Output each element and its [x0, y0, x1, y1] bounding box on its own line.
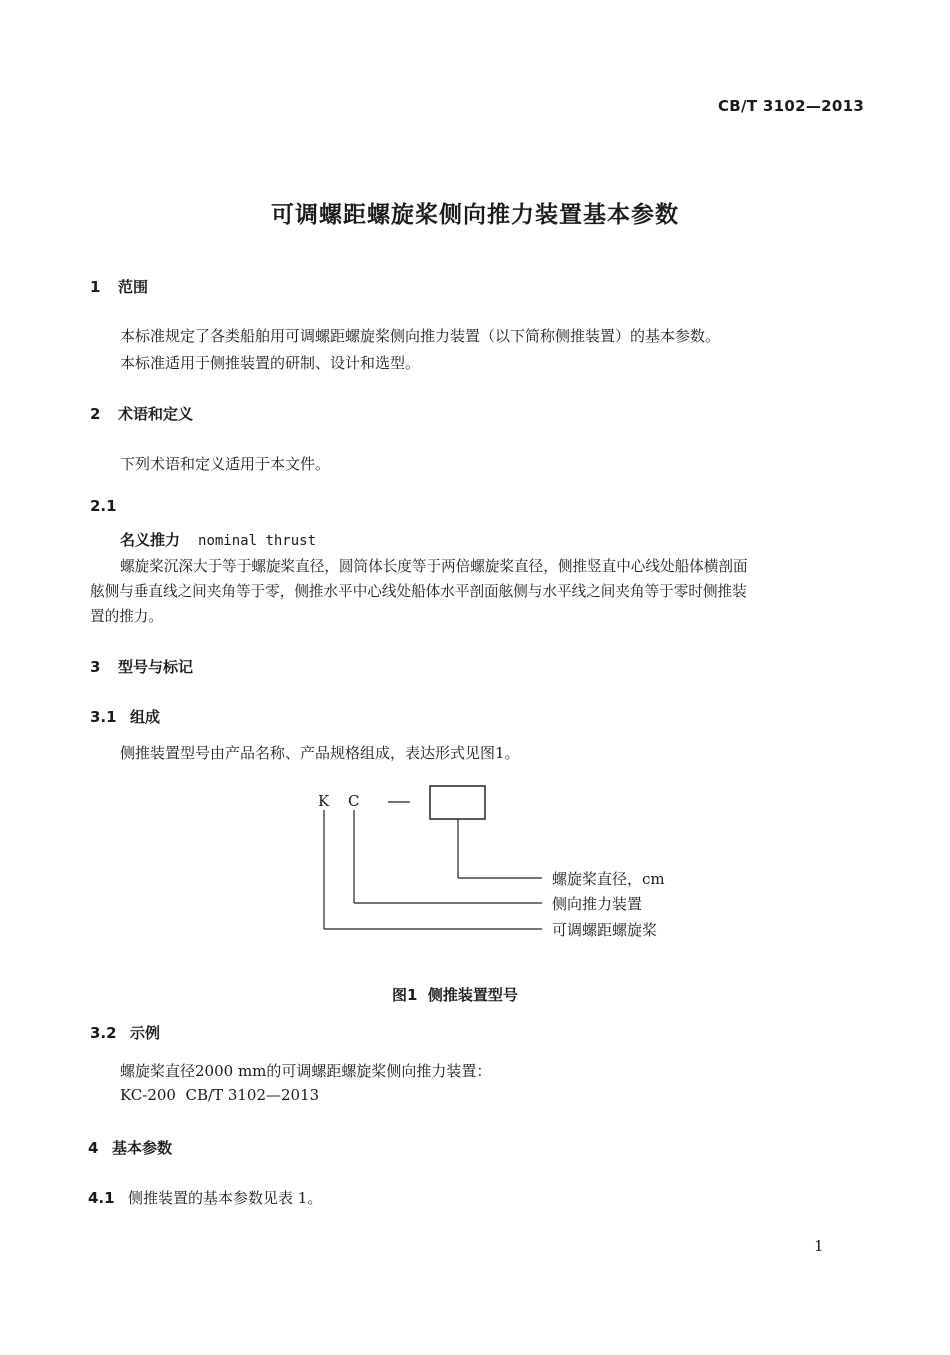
- section-1-heading: [90, 276, 148, 297]
- size-box: [430, 786, 485, 819]
- diagram-label-thruster: 侧向推力装置: [552, 895, 643, 913]
- letter-c: C: [348, 792, 360, 810]
- section-number: 2: [90, 405, 101, 423]
- section-number: 4.1: [88, 1189, 115, 1207]
- section-title: 组成: [130, 708, 161, 726]
- section-title: 范围: [118, 278, 149, 296]
- subsection-3-1-heading: [90, 706, 160, 727]
- term-chinese: 名义推力: [120, 531, 181, 549]
- subsection-3-2-heading: [90, 1022, 160, 1043]
- section-2-heading: [90, 403, 193, 424]
- term-english: nominal thrust: [198, 533, 317, 549]
- section-number: 1: [90, 278, 101, 296]
- document-title: 可调螺距螺旋桨侧向推力装置基本参数: [271, 202, 679, 228]
- term-entry: [120, 529, 316, 550]
- paragraph: 螺旋桨直径2000 mm的可调螺距螺旋桨侧向推力装置：: [120, 1062, 492, 1080]
- paragraph: 本标准规定了各类船舶用可调螺距螺旋桨侧向推力装置（以下简称侧推装置）的基本参数。: [120, 327, 721, 345]
- subsection-2-1-number: 2.1: [90, 497, 117, 515]
- section-title: 基本参数: [112, 1139, 173, 1157]
- section-3-heading: [90, 656, 193, 677]
- paragraph: 侧推装置型号由产品名称、产品规格组成，表达形式见图1。: [120, 744, 520, 762]
- paragraph: 侧推装置的基本参数见表 1。: [128, 1189, 323, 1207]
- section-number: 4: [88, 1139, 99, 1157]
- section-number: 3.2: [90, 1024, 117, 1042]
- section-title: 示例: [130, 1024, 161, 1042]
- letter-k: K: [318, 792, 330, 810]
- diagram-label-cpp: 可调螺距螺旋桨: [552, 921, 658, 939]
- paragraph: 本标准适用于侧推装置的研制、设计和选型。: [120, 354, 421, 372]
- example-code: KC-200 CB/T 3102—2013: [120, 1086, 320, 1104]
- paragraph: 下列术语和定义适用于本文件。: [120, 455, 331, 473]
- section-number: 3.1: [90, 708, 117, 726]
- diagram-label-diameter: 螺旋桨直径，cm: [552, 870, 665, 888]
- page-number: 1: [814, 1237, 824, 1255]
- section-title: 型号与标记: [118, 658, 194, 676]
- section-4-heading: [88, 1137, 172, 1158]
- subsection-4-1: [88, 1187, 322, 1208]
- definition-line: 舷侧与垂直线之间夹角等于零，侧推水平中心线处船体水平剖面舷侧与水平线之间夹角等于零时侧推装: [90, 583, 747, 600]
- definition-line: 螺旋桨沉深大于等于螺旋桨直径，圆筒体长度等于两倍螺旋桨直径，侧推竖直中心线处船体横剖面: [120, 558, 748, 575]
- section-number: 3: [90, 658, 101, 676]
- definition-line: 置的推力。: [90, 608, 163, 625]
- figure-caption: 图1 侧推装置型号: [392, 986, 518, 1004]
- model-code-diagram: [310, 780, 710, 950]
- standard-code: CB/T 3102—2013: [718, 97, 865, 115]
- section-title: 术语和定义: [118, 405, 194, 423]
